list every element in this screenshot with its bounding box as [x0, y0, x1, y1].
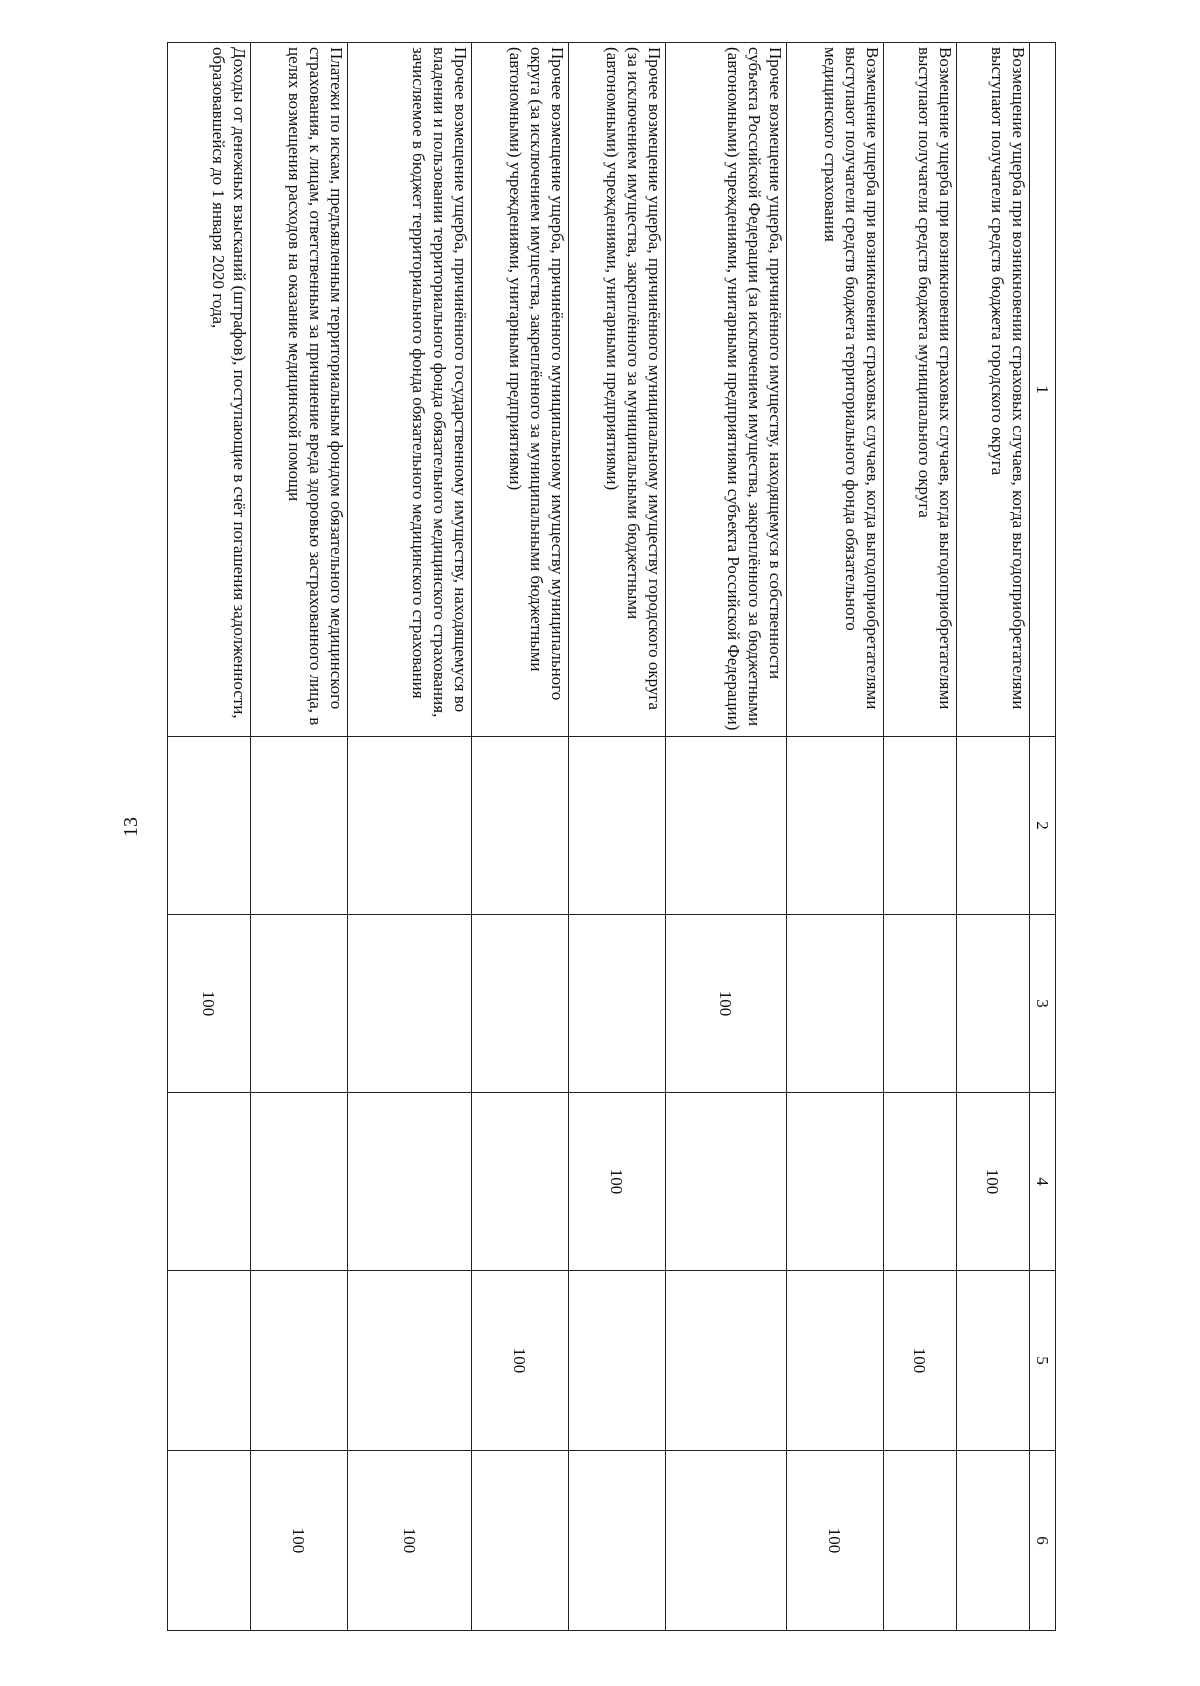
table-row	[168, 43, 251, 1631]
column-header: 1	[1030, 43, 1056, 737]
value-cell: 100	[957, 1093, 1030, 1271]
table-row	[884, 43, 957, 1631]
value-cell	[666, 737, 787, 915]
value-cell	[168, 1271, 251, 1451]
table-frame	[168, 42, 1056, 1630]
value-cell: 100	[348, 1451, 472, 1631]
table-row	[569, 43, 666, 1631]
value-cell	[348, 1271, 472, 1451]
value-cell	[884, 1093, 957, 1271]
value-cell	[472, 1451, 569, 1631]
value-cell	[348, 1093, 472, 1271]
row-description: Доходы от денежных взысканий (штрафов), поступающие в счёт погашения задолженности, образовавшейся до 1 января 2020 года,	[168, 43, 251, 737]
value-cell	[569, 1271, 666, 1451]
value-cell: 100	[884, 1271, 957, 1451]
value-cell	[569, 915, 666, 1093]
value-cell	[666, 1451, 787, 1631]
row-description: Платежи по искам, предъявленным территориальным фондом обязательного медицинского страхования, к лицам, ответственным за причинение вреда здоровью застрахованного лица, в целях возмещения расходов на оказание медицинской помощи	[251, 43, 348, 737]
value-cell	[787, 1271, 884, 1451]
value-cell: 100	[787, 1451, 884, 1631]
value-cell	[348, 915, 472, 1093]
column-header: 5	[1030, 1271, 1056, 1451]
column-header: 2	[1030, 737, 1056, 915]
column-header: 6	[1030, 1451, 1056, 1631]
value-cell	[251, 1093, 348, 1271]
value-cell	[569, 737, 666, 915]
value-cell: 100	[168, 915, 251, 1093]
value-cell	[666, 1093, 787, 1271]
table-row	[957, 43, 1030, 1631]
table-row	[666, 43, 787, 1631]
row-description: Прочее возмещение ущерба, причинённого государственному имуществу, находящемуся во владении и пользовании территориального фонда обязательного медицинского страхования, зачисляемое в бюджет территориального фонда обязательного медицинского страхования	[348, 43, 472, 737]
column-header: 4	[1030, 1093, 1056, 1271]
row-description: Прочее возмещение ущерба, причинённого имуществу, находящемуся в собственности субъекта Российской Федерации (за исключением имущества, закреплённого за бюджетными (автономными) учреждениями, унитарными предприятиями субъекта Российской Федерации)	[666, 43, 787, 737]
row-description: Прочее возмещение ущерба, причинённого муниципальному имуществу городского округа (за исключением имущества, закреплённого за муниципальными бюджетными (автономными) учреждениями, унитарными предприятиями)	[569, 43, 666, 737]
rotated-table-container	[168, 42, 1056, 1630]
row-description: Возмещение ущерба при возникновении страховых случаев, когда выгодоприобретателями выступают получатели средств бюджета территориального фонда обязательного медицинского страхования	[787, 43, 884, 737]
value-cell: 100	[666, 915, 787, 1093]
value-cell	[957, 1271, 1030, 1451]
value-cell	[666, 1271, 787, 1451]
value-cell	[884, 1451, 957, 1631]
value-cell	[348, 737, 472, 915]
revenue-distribution-table	[167, 42, 1056, 1631]
value-cell	[168, 737, 251, 915]
table-row	[251, 43, 348, 1631]
value-cell	[251, 737, 348, 915]
table-row	[787, 43, 884, 1631]
value-cell: 100	[569, 1093, 666, 1271]
value-cell	[472, 1093, 569, 1271]
value-cell	[251, 1271, 348, 1451]
value-cell: 100	[472, 1271, 569, 1451]
row-description: Возмещение ущерба при возникновении страховых случаев, когда выгодоприобретателями выступают получатели средств бюджета муниципального округа	[884, 43, 957, 737]
value-cell	[884, 737, 957, 915]
value-cell	[569, 1451, 666, 1631]
value-cell	[472, 737, 569, 915]
row-description: Прочее возмещение ущерба, причинённого муниципальному имуществу муниципального округа (за исключением имущества, закреплённого за муниципальными бюджетными (автономными) учреждениями, унитарными предприятиями)	[472, 43, 569, 737]
value-cell	[251, 915, 348, 1093]
header-row	[1030, 43, 1056, 1631]
value-cell	[787, 737, 884, 915]
table-row	[348, 43, 472, 1631]
value-cell	[168, 1451, 251, 1631]
row-description: Возмещение ущерба при возникновении страховых случаев, когда выгодоприобретателями выступают получатели средств бюджета городского округа	[957, 43, 1030, 737]
page-number: 13	[120, 817, 142, 837]
value-cell	[957, 1451, 1030, 1631]
value-cell	[957, 915, 1030, 1093]
value-cell: 100	[251, 1451, 348, 1631]
value-cell	[787, 915, 884, 1093]
table-row	[472, 43, 569, 1631]
value-cell	[957, 737, 1030, 915]
value-cell	[472, 915, 569, 1093]
column-header: 3	[1030, 915, 1056, 1093]
value-cell	[787, 1093, 884, 1271]
value-cell	[884, 915, 957, 1093]
value-cell	[168, 1093, 251, 1271]
